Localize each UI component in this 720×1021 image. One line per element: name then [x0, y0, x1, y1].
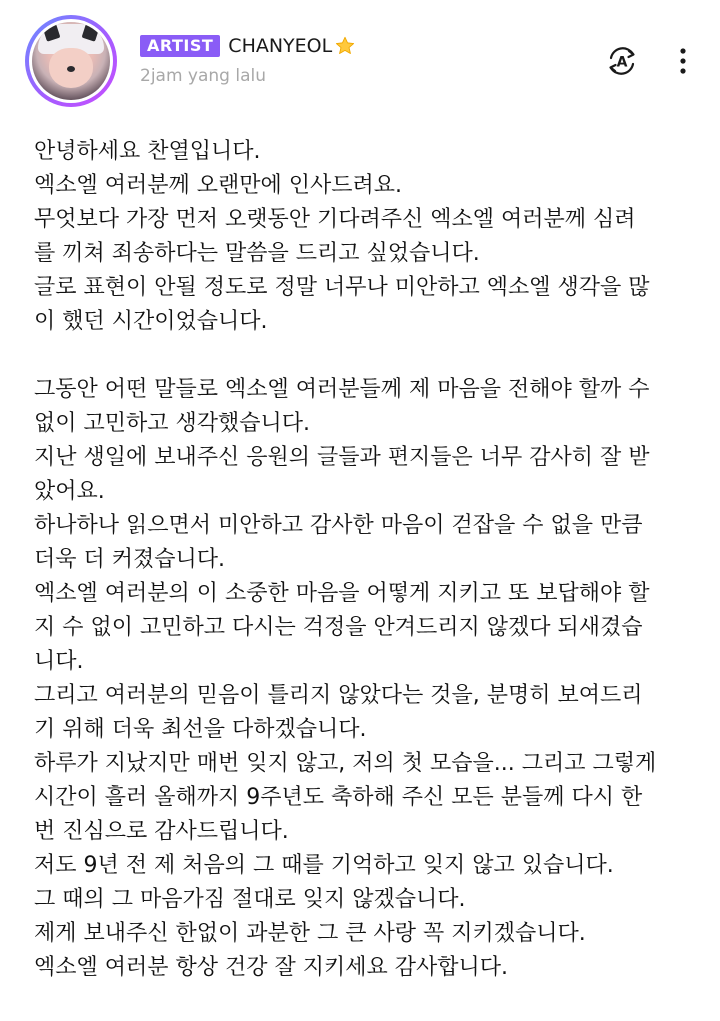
post-line: 지 수 없이 고민하고 다시는 걱정을 안겨드리지 않겠다 되새겼습	[34, 615, 643, 640]
post-line: 안녕하세요 찬열입니다.	[34, 139, 261, 164]
post-line: 았어요.	[34, 479, 105, 504]
post-line: 엑소엘 여러분께 오랜만에 인사드려요.	[34, 173, 403, 198]
post-line: 시간이 흘러 올해까지 9주년도 축하해 주신 모든 분들께 다시 한	[34, 785, 643, 810]
post-line: 를 끼쳐 죄송하다는 말씀을 드리고 싶었습니다.	[34, 241, 480, 266]
more-vertical-icon[interactable]	[670, 46, 696, 76]
post-line: 기 위해 더욱 최선을 다하겠습니다.	[34, 717, 367, 742]
post-line: 그 때의 그 마음가짐 절대로 잊지 않겠습니다.	[34, 887, 466, 912]
translate-icon[interactable]	[603, 42, 641, 80]
avatar-photo	[32, 22, 110, 100]
avatar-frame	[29, 19, 113, 103]
translate-letter: A	[616, 54, 628, 71]
post-line: 글로 표현이 안될 정도로 정말 너무나 미안하고 엑소엘 생각을 많	[34, 275, 650, 300]
post-line: 이 했던 시간이었습니다.	[34, 309, 268, 334]
post-line: 저도 9년 전 제 처음의 그 때를 기억하고 잊지 않고 있습니다.	[34, 853, 614, 878]
post-line	[34, 339, 694, 373]
post-line: 없이 고민하고 생각했습니다.	[34, 411, 311, 436]
post-line: 무엇보다 가장 먼저 오랫동안 기다려주신 엑소엘 여러분께 심려	[34, 207, 636, 232]
post-line: 하루가 지났지만 매번 잊지 않고, 저의 첫 모습을... 그리고 그렇게	[34, 751, 657, 776]
post-line: 니다.	[34, 649, 84, 674]
author-row	[140, 33, 356, 59]
post-body	[34, 135, 694, 985]
artist-badge: ARTIST	[140, 35, 220, 57]
post-line: 번 진심으로 감사드립니다.	[34, 819, 289, 844]
post-line: 엑소엘 여러분 항상 건강 잘 지키세요 감사합니다.	[34, 955, 508, 980]
avatar[interactable]	[25, 15, 117, 107]
post-line: 하나하나 읽으면서 미안하고 감사한 마음이 걷잡을 수 없을 만큼	[34, 513, 643, 538]
post-header	[0, 0, 720, 120]
post-line: 지난 생일에 보내주신 응원의 글들과 편지들은 너무 감사히 잘 받	[34, 445, 650, 470]
post-line: 제게 보내주신 한없이 과분한 그 큰 사랑 꼭 지키겠습니다.	[34, 921, 586, 946]
post-line: 그리고 여러분의 믿음이 틀리지 않았다는 것을, 분명히 보여드리	[34, 683, 643, 708]
post-timestamp: 2jam yang lalu	[140, 66, 267, 86]
star-icon	[334, 35, 356, 57]
post-line: 엑소엘 여러분의 이 소중한 마음을 어떻게 지키고 또 보답해야 할	[34, 581, 650, 606]
post-line: 더욱 더 커졌습니다.	[34, 547, 225, 572]
post-line: 그동안 어떤 말들로 엑소엘 여러분들께 제 마음을 전해야 할까 수	[34, 377, 650, 402]
author-name[interactable]: CHANYEOL	[228, 35, 333, 57]
